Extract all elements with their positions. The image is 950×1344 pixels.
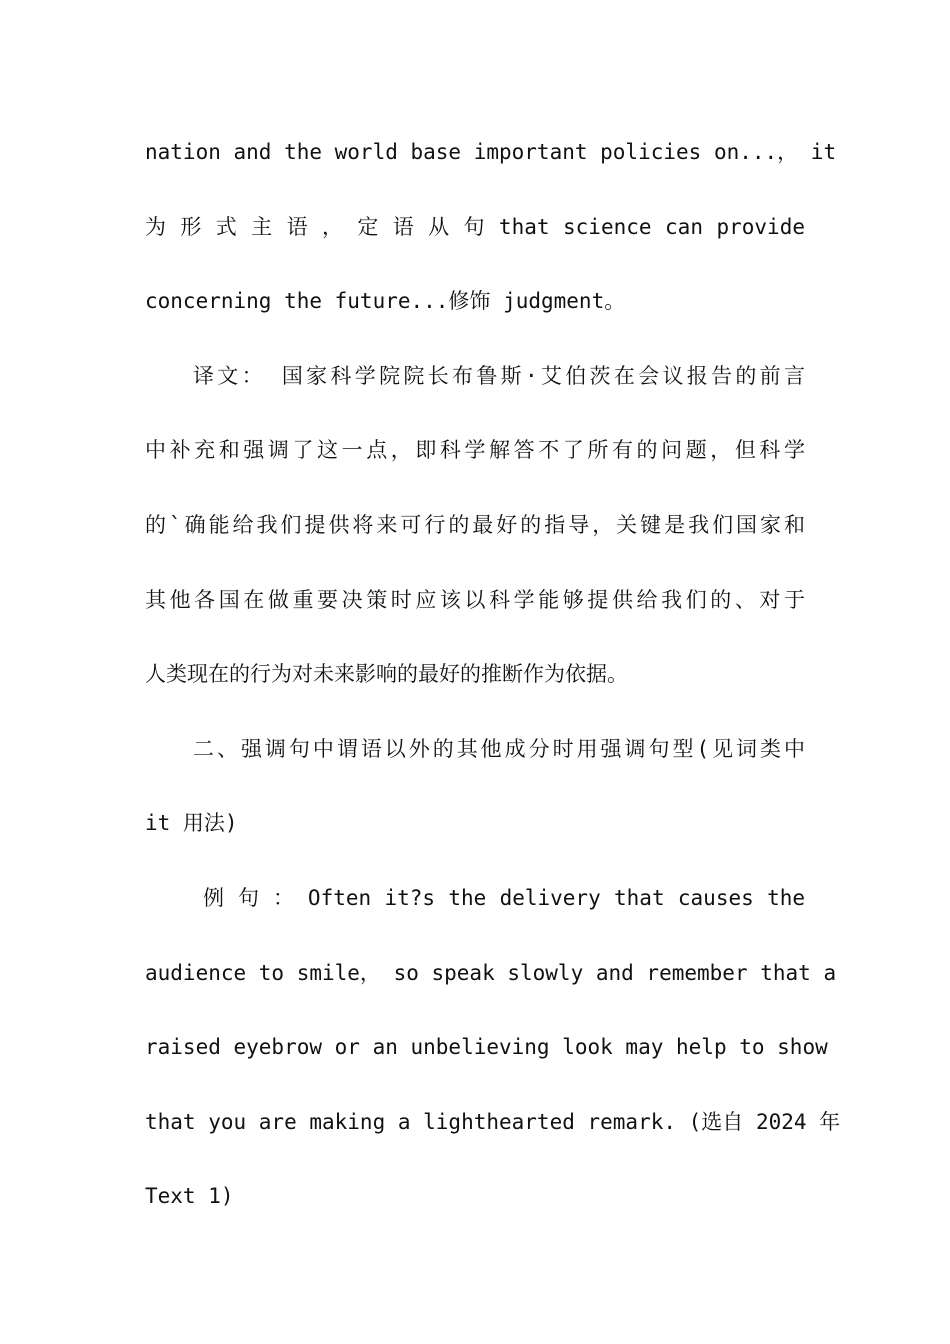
text-line: nation and the world base important policies on...， it: [145, 140, 837, 164]
text-line: 人类现在的行为对未来影响的最好的推断作为依据。: [145, 662, 628, 686]
text-line: 为 形 式 主 语 ， 定 语 从 句 that science can provide: [145, 215, 805, 239]
text-line: it 用法): [145, 811, 238, 835]
text-line: concerning the future...修饰 judgment。: [145, 289, 626, 313]
text-line: 其他各国在做重要决策时应该以科学能够提供给我们的、对于: [145, 588, 805, 612]
text-line: Text 1): [145, 1184, 234, 1208]
section-heading: 二、强调句中谓语以外的其他成分时用强调句型(见词类中: [193, 737, 805, 761]
example-heading-line: 例 句 ： Often it?s the delivery that causes the: [203, 886, 805, 910]
text-line: 中补充和强调了这一点，即科学解答不了所有的问题，但科学: [145, 438, 805, 462]
text-line: audience to smile， so speak slowly and remember that a: [145, 961, 837, 985]
translation-heading-line: 译文： 国家科学院院长布鲁斯·艾伯茨在会议报告的前言: [193, 364, 805, 388]
text-line: raised eyebrow or an unbelieving look may help to show: [145, 1035, 828, 1059]
text-line: 的`确能给我们提供将来可行的最好的指导，关键是我们国家和: [145, 513, 805, 537]
text-line: that you are making a lighthearted remark. (选自 2024 年: [145, 1110, 841, 1134]
